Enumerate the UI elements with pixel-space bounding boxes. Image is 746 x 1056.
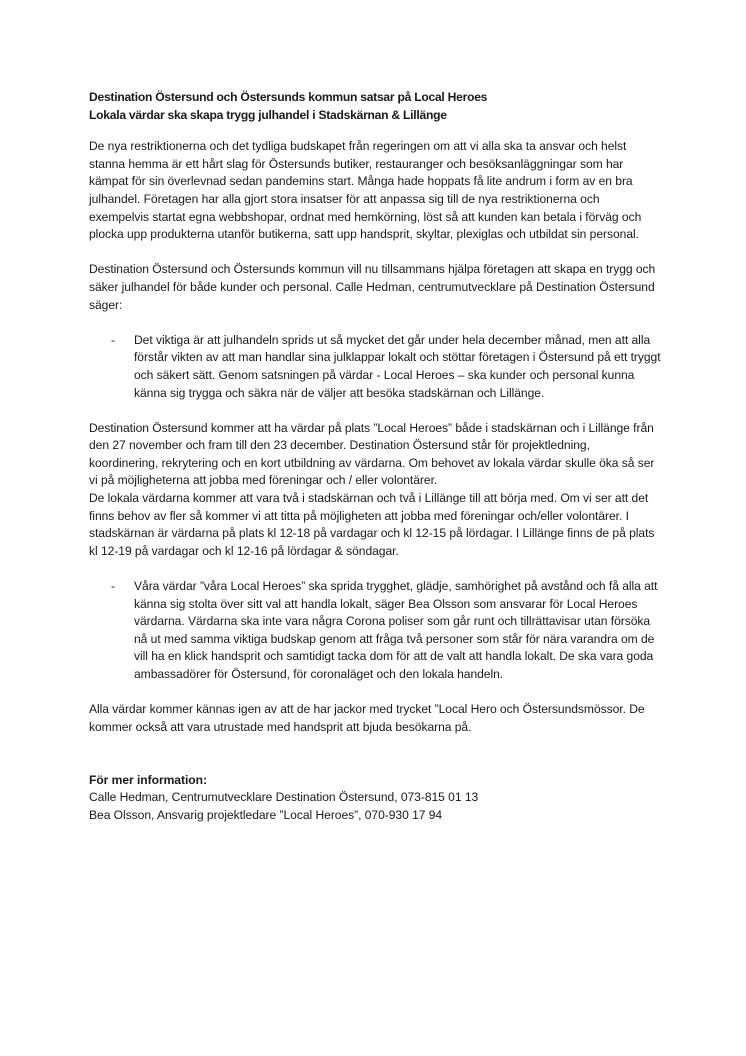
bullet-dash: -: [111, 332, 115, 347]
contact-calle-hedman: Calle Hedman, Centrumutvecklare Destination Östersund, 073-815 01 13: [89, 790, 479, 805]
document-title: Destination Östersund och Östersunds kommun satsar på Local Heroes: [89, 90, 488, 104]
press-release-document: [89, 89, 661, 824]
schedule-paragraph: De lokala värdarna kommer att vara två i stadskärnan och två i Lillänge till att börja med. Om vi ser att det finns behov av fler så kommer vi att titta på möjligheten att jobba med föreningar och/eller volontärer. I stadskärnan är värdarna på plats kl 12-18 på vardagar och kl 12-15 på lördagar. I Lillänge finns de på plats kl 12-19 på vardagar och kl 12-16 på lördagar & söndagar.: [89, 491, 655, 558]
quote-bea-olsson: [89, 578, 661, 684]
cooperation-paragraph: Destination Östersund och Östersunds kommun vill nu tillsammans hjälpa företagen att skapa en trygg och säker julhandel för både kunder och personal. Calle Hedman, centrumutvecklare på Destination Östersund säger:: [89, 262, 656, 312]
hosts-paragraph: Destination Östersund kommer att ha värdar på plats ”Local Heroes” både i stadskärnan och i Lillänge från den 27 november och fram till den 23 december. Destination Östersund står för projektledning, koordinering, rekrytering och en kort utbildning av värdarna. Om behovet av lokala värdar skulle öka så ser vi på möjligheterna att jobba med föreningar och / eller volontärer.: [89, 420, 655, 488]
quote-text: Det viktiga är att julhandeln sprids ut så mycket det går under hela december månad, men att alla förstår vikten av att man handlar sina julklappar lokalt och stöttar företagen i Östersund på ett tryggt och säkert sätt. Genom satsningen på värdar - Local Heroes – ska kunder och personal kunna känna sig trygga och säkra när de väljer att besöka stadskärnan och Lillänge.: [134, 332, 661, 400]
intro-paragraph: De nya restriktionerna och det tydliga budskapet från regeringen om att vi alla ska ta ansvar och helst stanna hemma är ett hårt slag för Östersunds butiker, restauranger och besöksanläggningar som har kämpat för sin överlevnad sedan pandemins start. Många hade hoppats få lite andrum i form av en bra julhandel. Företagen har alla gjort stora insatser för att anpassa sig till de nya restriktionerna och exempelvis startat egna webbshopar, ordnat med hemkörning, löst så att kunden kan betala i förväg och plocka upp produkterna utanför butikerna, satt upp handsprit, skyltar, plexiglas och utbildat sin personal.: [89, 139, 642, 242]
document-subtitle: Lokala värdar ska skapa trygg julhandel i Stadskärnan & Lillänge: [89, 107, 447, 122]
quote-text: Våra värdar ”våra Local Heroes” ska sprida trygghet, glädje, samhörighet på avstånd och få alla att känna sig stolta över sitt val att handla lokalt, säger Bea Olsson som ansvarar för Local Heroes värdarna. Värdarna ska inte vara några Corona poliser som går runt och tillrättavisar utan försöka nå ut med samma viktiga budskap genom att fråga två personer som står för nära varandra om de vill ha en klick handsprit och samtidigt tacka dom för att de valt att handla lokalt. De ska vara goda ambassadörer för Östersund, för coronaläget och den lokala handeln.: [134, 579, 658, 681]
quote-calle-hedman: [89, 332, 661, 402]
bullet-dash: -: [111, 579, 115, 594]
recognition-paragraph: Alla värdar kommer kännas igen av att de har jackor med trycket ”Local Hero och Östersundsmössor. De kommer också att vara utrustade med handsprit att bjuda besökarna på.: [89, 702, 645, 734]
contact-bea-olsson: Bea Olsson, Ansvarig projektledare ”Local Heroes”, 070-930 17 94: [89, 807, 443, 822]
info-heading: För mer information:: [89, 772, 207, 787]
